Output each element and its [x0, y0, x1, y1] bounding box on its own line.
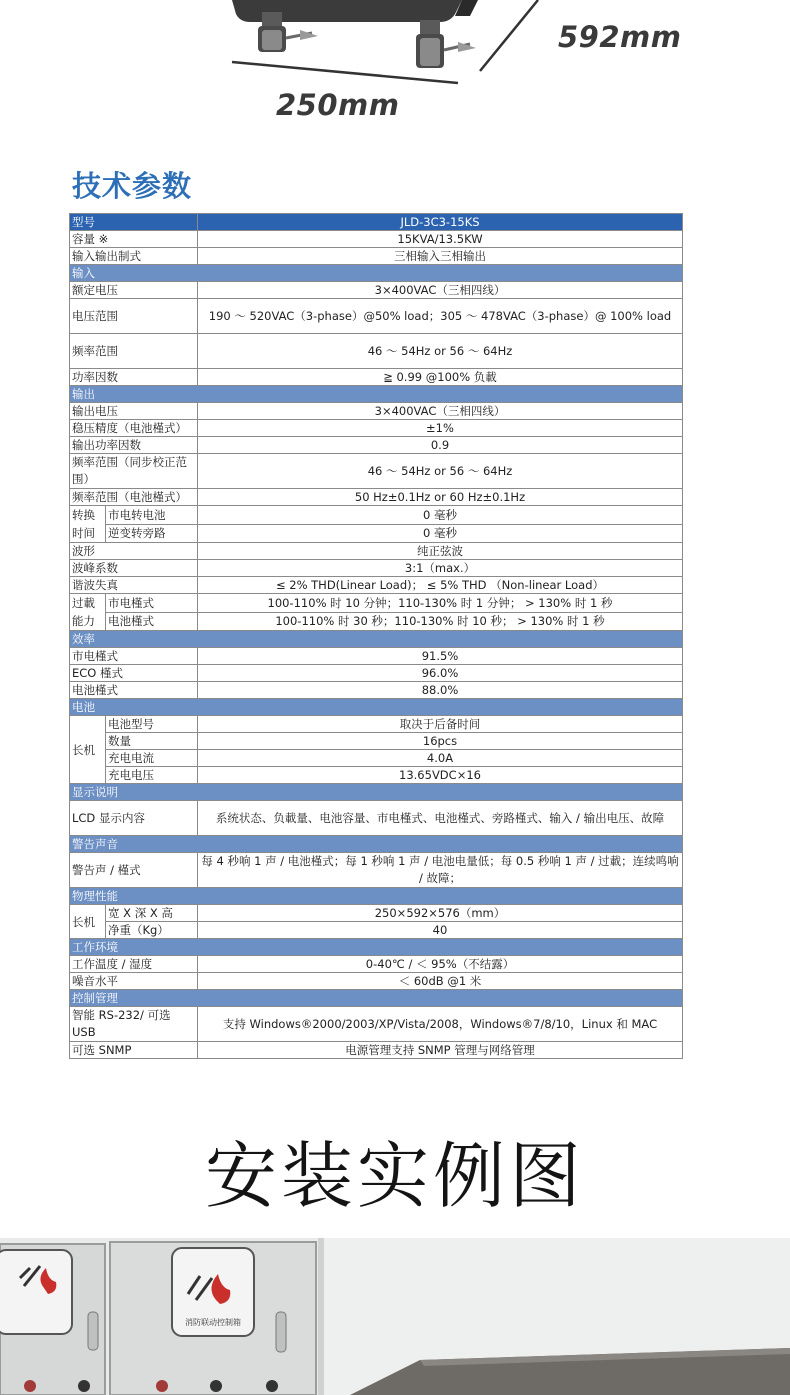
table-row — [70, 1007, 683, 1042]
table-row — [70, 973, 683, 990]
crest-value: 3:1（max.） — [198, 560, 683, 577]
thd-value: ≤ 2% THD(Linear Load)； ≤ 5% THD （Non-linear Load） — [198, 577, 683, 594]
regulation-value: ±1% — [198, 420, 683, 437]
display-header: 显示说明 — [70, 784, 683, 801]
installation-photo — [0, 1238, 790, 1395]
output-pf-label: 输出功率因数 — [70, 437, 198, 454]
noise-value: ＜ 60dB @1 米 — [198, 973, 683, 990]
sync-freq-label: 频率范围（同步校正范围） — [70, 454, 198, 489]
rs232-label: 智能 RS-232/ 可选 USB — [70, 1007, 198, 1042]
transfer-mains-value: 0 毫秒 — [198, 506, 683, 525]
table-row — [70, 454, 683, 489]
table-row — [70, 801, 683, 836]
eff-eco-label: ECO 槿式 — [70, 665, 198, 682]
battery-group-label: 长机 — [70, 716, 106, 784]
io-label: 输入输出制式 — [70, 248, 198, 265]
capacity-label: 容量 ※ — [70, 231, 198, 248]
sync-freq-value: 46 ～ 54Hz or 56 ～ 64Hz — [198, 454, 683, 489]
efficiency-header: 效率 — [70, 631, 683, 648]
size-value: 250×592×576（mm） — [198, 905, 683, 922]
section-title: 技术参数 — [72, 169, 193, 203]
table-row — [70, 990, 683, 1007]
table-row — [70, 733, 683, 750]
table-row — [70, 1042, 683, 1059]
alarm-label: 警告声 / 槿式 — [70, 853, 198, 888]
freq-range-value: 46 ～ 54Hz or 56 ～ 64Hz — [198, 334, 683, 369]
width-dimension-label: 250mm — [276, 88, 400, 122]
charge-current-label: 充电电流 — [106, 750, 198, 767]
table-row — [70, 922, 683, 939]
table-row — [70, 437, 683, 454]
table-row — [70, 543, 683, 560]
temp-value: 0-40℃ / ＜ 95%（不结露） — [198, 956, 683, 973]
eff-mains-label: 市电槿式 — [70, 648, 198, 665]
rs232-value: 支持 Windows®2000/2003/XP/Vista/2008，Windows®7/8/10，Linux 和 MAC — [198, 1007, 683, 1042]
depth-dimension-line — [480, 0, 538, 71]
model-value: JLD-3C3-15KS — [198, 214, 683, 231]
table-row — [70, 836, 683, 853]
env-header: 工作环境 — [70, 939, 683, 956]
table-row — [70, 489, 683, 506]
freq-range-label: 频率范围 — [70, 334, 198, 369]
table-row — [70, 248, 683, 265]
table-row — [70, 905, 683, 922]
fire-control-badge-left — [0, 1250, 72, 1334]
table-row — [70, 231, 683, 248]
power-factor-label: 功率因数 — [70, 369, 198, 386]
capacity-value: 15KVA/13.5KW — [198, 231, 683, 248]
power-factor-value: ≧ 0.99 @100% 负載 — [198, 369, 683, 386]
table-row — [70, 648, 683, 665]
size-label: 宽 X 深 X 高 — [106, 905, 198, 922]
table-row — [70, 682, 683, 699]
table-row — [70, 853, 683, 888]
transfer-label-line1: 转换 — [72, 508, 95, 522]
regulation-label: 稳压精度（电池槿式） — [70, 420, 198, 437]
model-label: 型号 — [70, 214, 198, 231]
table-row — [70, 767, 683, 784]
eff-batt-label: 电池槿式 — [70, 682, 198, 699]
io-value: 三相输入三相输出 — [198, 248, 683, 265]
rated-voltage-label: 额定电压 — [70, 282, 198, 299]
transfer-label-line2: 时间 — [72, 526, 95, 540]
weight-label: 净重（Kg） — [106, 922, 198, 939]
install-title: 安装实例图 — [204, 1134, 585, 1218]
overload-mains-label: 市电槿式 — [106, 594, 198, 613]
battery-model-label: 电池型号 — [106, 716, 198, 733]
batt-freq-label: 频率范围（电池槿式） — [70, 489, 198, 506]
lcd-value: 系统状态、负載量、电池容量、市电槿式、电池槿式、旁路槿式、输入 / 输出电压、故障 — [198, 801, 683, 836]
table-row — [70, 299, 683, 334]
mgmt-header: 控制管理 — [70, 990, 683, 1007]
overload-label-line2: 能力 — [72, 614, 95, 628]
table-row — [70, 750, 683, 767]
thd-label: 谐波失真 — [70, 577, 198, 594]
charge-voltage-value: 13.65VDC×16 — [198, 767, 683, 784]
table-row — [70, 560, 683, 577]
table-row — [70, 784, 683, 801]
transfer-mains-label: 市电转电池 — [106, 506, 198, 525]
output-header: 输出 — [70, 386, 683, 403]
table-row — [70, 888, 683, 905]
eff-eco-value: 96.0% — [198, 665, 683, 682]
alarm-header: 警告声音 — [70, 836, 683, 853]
overload-label — [70, 594, 106, 631]
noise-label: 噪音水平 — [70, 973, 198, 990]
fire-control-badge-right — [172, 1248, 254, 1336]
waveform-label: 波形 — [70, 543, 198, 560]
transfer-time-label — [70, 506, 106, 543]
table-row — [70, 699, 683, 716]
overload-mains-value: 100-110% 时 10 分钟；110-130% 时 1 分钟； > 130% 时 1 秒 — [198, 594, 683, 613]
eff-batt-value: 88.0% — [198, 682, 683, 699]
table-row — [70, 386, 683, 403]
badge-text: 消防联动控制箱 — [185, 1318, 241, 1327]
snmp-label: 可选 SNMP — [70, 1042, 198, 1059]
table-row — [70, 665, 683, 682]
table-row — [70, 577, 683, 594]
charge-voltage-label: 充电电压 — [106, 767, 198, 784]
output-pf-value: 0.9 — [198, 437, 683, 454]
table-row — [70, 265, 683, 282]
table-row — [70, 939, 683, 956]
overload-label-line1: 过載 — [72, 596, 95, 610]
eff-mains-value: 91.5% — [198, 648, 683, 665]
rated-voltage-value: 3×400VAC（三相四线） — [198, 282, 683, 299]
physical-group-label: 长机 — [70, 905, 106, 939]
table-row — [70, 612, 683, 631]
voltage-range-value: 190 ～ 520VAC（3-phase）@50% load；305 ～ 478VAC（3-phase）@ 100% load — [198, 299, 683, 334]
batt-freq-value: 50 Hz±0.1Hz or 60 Hz±0.1Hz — [198, 489, 683, 506]
transfer-bypass-value: 0 毫秒 — [198, 524, 683, 543]
table-row — [70, 403, 683, 420]
lcd-label: LCD 显示内容 — [70, 801, 198, 836]
temp-label: 工作温度 / 湿度 — [70, 956, 198, 973]
snmp-value: 电源管理支持 SNMP 管理与网络管理 — [198, 1042, 683, 1059]
waveform-value: 纯正弦波 — [198, 543, 683, 560]
table-row — [70, 334, 683, 369]
alarm-value: 每 4 秒响 1 声 / 电池槿式；每 1 秒响 1 声 / 电池电量低；每 0.5 秒响 1 声 / 过載；连续鸣响 / 故障； — [198, 853, 683, 888]
table-row — [70, 956, 683, 973]
table-row — [70, 214, 683, 231]
table-row — [70, 594, 683, 613]
right-caster — [416, 20, 476, 68]
table-row — [70, 420, 683, 437]
physical-header: 物理性能 — [70, 888, 683, 905]
battery-count-value: 16pcs — [198, 733, 683, 750]
crest-label: 波峰系数 — [70, 560, 198, 577]
table-row — [70, 506, 683, 525]
overload-batt-value: 100-110% 时 30 秒；110-130% 时 10 秒； > 130% 时 1 秒 — [198, 612, 683, 631]
output-voltage-label: 输出电压 — [70, 403, 198, 420]
weight-value: 40 — [198, 922, 683, 939]
output-voltage-value: 3×400VAC（三相四线） — [198, 403, 683, 420]
table-row — [70, 524, 683, 543]
table-row — [70, 716, 683, 733]
table-row — [70, 369, 683, 386]
voltage-range-label: 电压范围 — [70, 299, 198, 334]
depth-dimension-label: 592mm — [558, 20, 682, 54]
table-row — [70, 631, 683, 648]
charge-current-value: 4.0A — [198, 750, 683, 767]
battery-count-label: 数量 — [106, 733, 198, 750]
transfer-bypass-label: 逆变转旁路 — [106, 524, 198, 543]
spec-table — [69, 213, 683, 1059]
table-row — [70, 282, 683, 299]
battery-model-value: 取决于后备时间 — [198, 716, 683, 733]
battery-header: 电池 — [70, 699, 683, 716]
input-header: 输入 — [70, 265, 683, 282]
overload-batt-label: 电池槿式 — [106, 612, 198, 631]
